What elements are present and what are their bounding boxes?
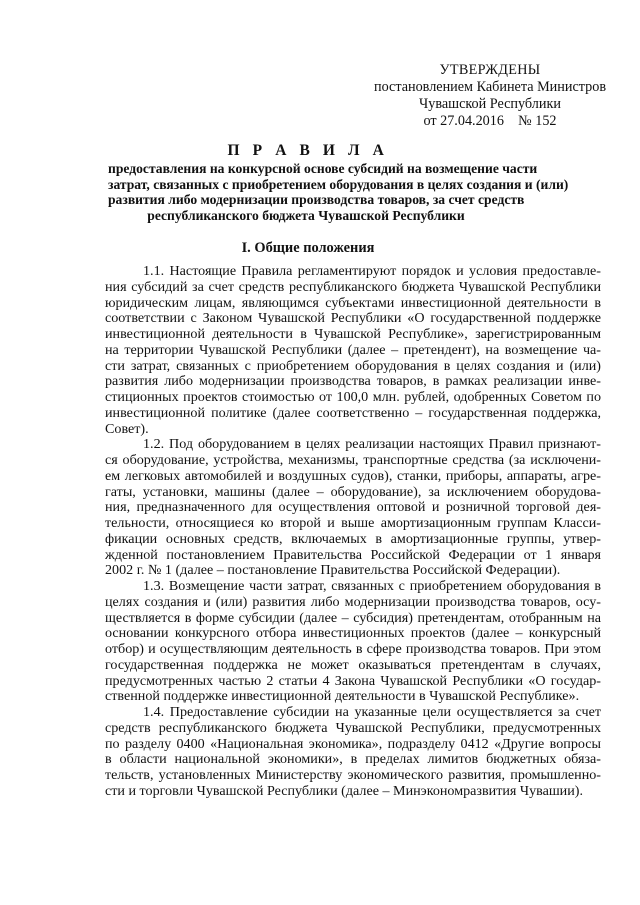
paragraph-line: соответствии с Законом Чувашской Республики «О государственной поддержке [105,311,601,327]
paragraph-line: гаты, установки, машины (далее – оборудование), за исключением оборудова- [105,484,601,500]
paragraph-line: предусмотренных частью 2 статьи 4 Закона Чувашской Республики «О государ- [105,673,601,689]
paragraph-line: государственная поддержка не может оказываться претендентам в случаях, [105,657,601,673]
paragraph-line: по разделу 0400 «Национальная экономика», подразделу 0412 «Другие вопросы [105,736,601,752]
subtitle-line: республиканского бюджета Чувашской Республики [147,207,465,223]
paragraph-line: стиционных проектов стоимостью от 100,0 млн. рублей, одобренных Советом по [105,390,601,405]
approval-line-1: постановлением Кабинета Министров [373,79,607,95]
document-subtitle [108,161,569,223]
section-heading: I. Общие положения [241,240,375,256]
paragraph-line: инвестиционной деятельности в Чувашской Республике», зарегистрированным [105,327,601,342]
paragraph-line: 1.2. Под оборудованием в целях реализации настоящих Правил признают- [143,437,601,453]
document-heading [108,141,569,223]
paragraph-line: ния субсидий за счет средств республиканского бюджета Чувашской Республики [105,279,601,295]
document-title: П Р А В И Л А [227,142,389,159]
paragraph-1 [105,264,601,437]
approval-line-3: от 27.04.2016 № 152 [423,113,557,129]
paragraph-line: 2002 г. № 1 (далее – постановление Правительства Российской Федерации). [105,563,561,579]
paragraph-4 [105,705,601,800]
paragraph-line: тельности, относящиеся ко второй и выше амортизационным группам Класси- [105,516,601,531]
paragraph-line: ем легковых автомобилей и воздушных судов), станки, приборы, аппараты, агре- [105,468,601,484]
paragraph-line: инвестиционной политике (далее соответственно – государственная поддержка, [105,405,601,421]
paragraph-line: ся оборудование, устройства, механизмы, транспортные средства (за исключени- [105,453,601,468]
paragraph-line: на территории Чувашской Республики (далее – претендент), на возмещение ча- [105,342,601,358]
paragraph-2 [105,437,601,579]
paragraph-line: 1.3. Возмещение части затрат, связанных с приобретением оборудования в [143,579,601,594]
paragraph-line: сти затрат, связанных с приобретением оборудования в целях создания и (или) [105,358,601,374]
paragraph-line: ния, предназначенного для осуществления оптовой и розничной торговой дея- [105,500,601,516]
approval-stamp [360,62,620,130]
paragraph-line: 1.4. Предоставление субсидии на указанные цели осуществляется за счет [143,705,601,720]
approval-line-2: Чувашской Республики [419,96,561,112]
paragraph-line: жденной постановлением Правительства Российской Федерации от 1 января [105,547,601,563]
paragraph-line: тельств, установленных Министерству экономического развития, промышленно- [105,768,601,783]
document-body [105,264,601,800]
paragraph-line: 1.1. Настоящие Правила регламентируют порядок и условия предоставле- [143,264,601,279]
paragraph-line: фикации основных средств, включаемых в амортизационные группы, утвер- [105,531,601,547]
paragraph-line: основании конкурсного отбора инвестиционных проектов (далее – конкурсный [105,626,601,642]
paragraph-line: ственной поддержке инвестиционной деятельности в Чувашской Республике». [105,689,580,705]
paragraph-line: отбор) и осуществляющим деятельность в сфере производства товаров. При этом [105,642,601,657]
paragraph-line: целях создания и (или) развития либо модернизации производства товаров, осу- [105,594,601,610]
paragraph-line: в области национальной экономики», в пределах лимитов бюджетных обяза- [105,752,601,768]
paragraph-line: ществляется в форме субсидии (далее – субсидия) претендентам, отобранным на [105,610,601,626]
subtitle-line: предоставления на конкурсной основе субсидий на возмещение части [108,161,538,176]
subtitle-line: развития либо модернизации производства товаров, за счет средств [108,192,525,208]
paragraph-line: Совет). [105,421,149,437]
paragraph-line: сти и торговли Чувашской Республики (далее – Минэкономразвития Чувашии). [105,783,583,799]
paragraph-line: юридическим лицам, являющимся субъектами инвестиционной деятельности в [105,295,601,311]
subtitle-line: затрат, связанных с приобретением оборудования в целях создания и (или) [108,176,569,192]
approval-title: УТВЕРЖДЕНЫ [439,62,541,78]
paragraph-line: средств республиканского бюджета Чувашской Республики, предусмотренных [105,720,601,736]
paragraph-3 [105,579,601,705]
paragraph-line: развития либо модернизации производства товаров, в рамках реализации инве- [105,374,601,390]
